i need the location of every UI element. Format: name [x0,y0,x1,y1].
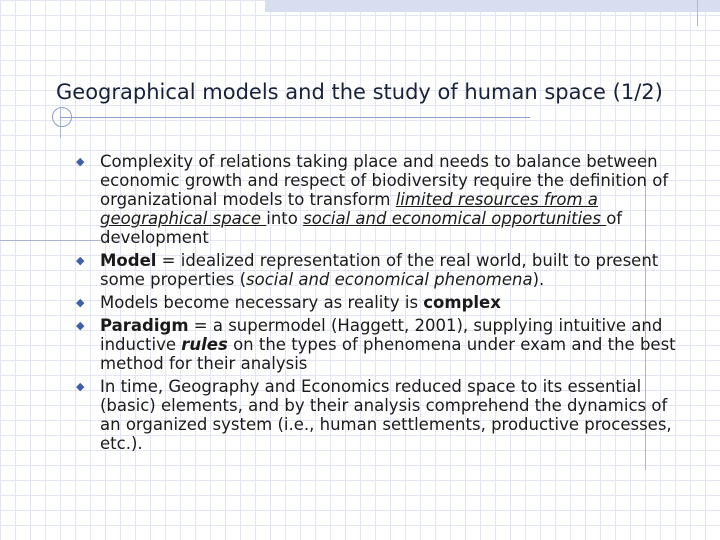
diamond-bullet-icon: ◆ [76,254,85,267]
decor-circle [52,107,72,127]
diamond-bullet-icon: ◆ [76,296,85,309]
bullet-text: Complexity of relations taking place and needs to balance between economic growth and respect of biodiversity require the definition of organizational models to transform limited resources from a geographical space into social and economical opportunities of development [100,152,669,247]
bullet-text: Model = idealized representation of the real world, built to present some properties (social and economical phenomena). [100,251,659,289]
bullet-item [76,316,676,373]
diamond-bullet-icon: ◆ [76,380,85,393]
decor-vertical-line-right [697,0,698,26]
top-decor-bar [265,0,720,12]
diamond-bullet-icon: ◆ [76,319,85,332]
bullet-list [76,152,676,457]
diamond-bullet-icon: ◆ [76,155,85,168]
bullet-text: In time, Geography and Economics reduced space to its essential (basic) elements, and by their analysis comprehend the dynamics of an organized system (i.e., human settlements, productive processes, etc.). [100,377,672,453]
title-underline-rule [60,117,530,118]
bullet-item [76,152,676,247]
bullet-item [76,293,676,312]
bullet-item [76,251,676,289]
slide-title: Geographical models and the study of human space (1/2) [56,80,663,104]
bullet-text: Models become necessary as reality is complex [100,293,501,312]
bullet-item [76,377,676,453]
bullet-text: Paradigm = a supermodel (Haggett, 2001), supplying intuitive and inductive rules on the types of phenomena under exam and the best method for their analysis [100,316,676,373]
